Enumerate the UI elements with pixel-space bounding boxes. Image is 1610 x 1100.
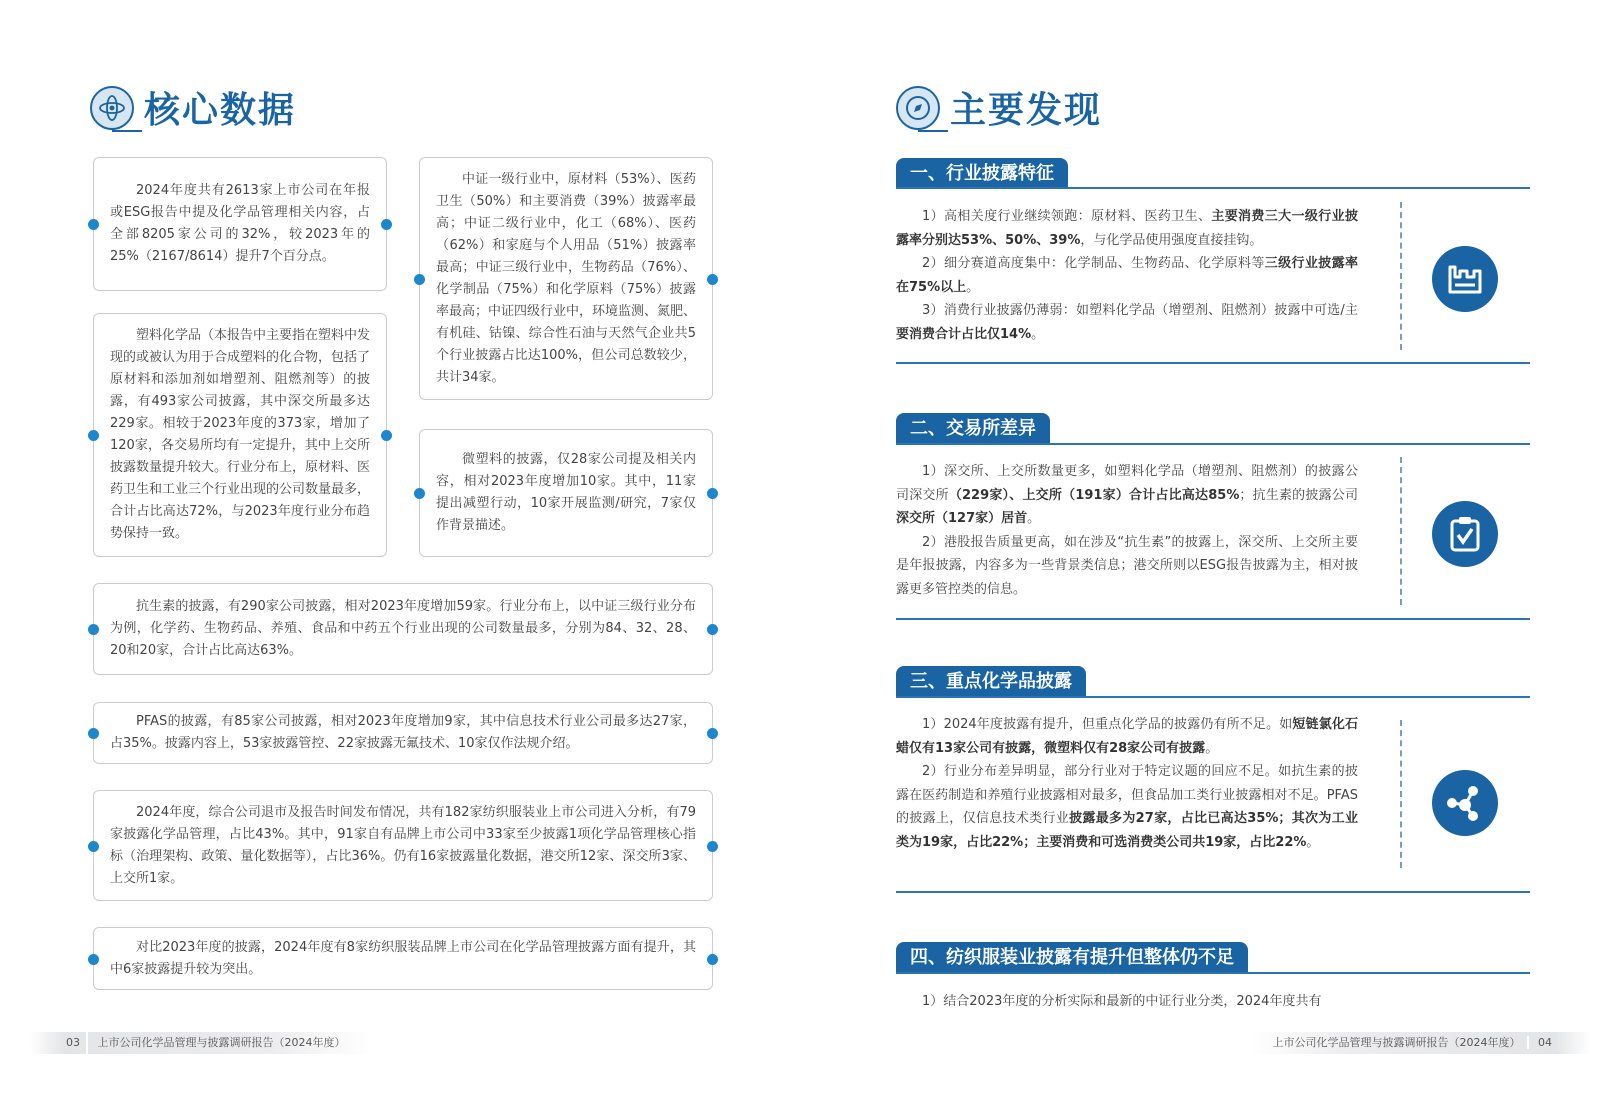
highlight-text: 短链氯化石蜡仅有13家公司有披露，微塑料仅有28家公司有披露 (896, 717, 1358, 756)
divider (896, 362, 1530, 364)
connector-dot (88, 841, 99, 852)
body-text: 。 (1306, 834, 1320, 850)
connector-dot (707, 488, 718, 499)
connector-dot (88, 954, 99, 965)
finding-paragraph (896, 990, 1358, 1014)
body-text: 1）结合2023年度的分析实际和最新的中证行业分类，2024年度共有 (922, 994, 1322, 1009)
connector-dot (707, 624, 718, 635)
divider (896, 618, 1530, 620)
data-card (93, 927, 713, 990)
connector-dot (88, 219, 99, 230)
data-card (419, 157, 713, 400)
data-card (93, 583, 713, 675)
card-text: 抗生素的披露，有290家公司披露，相对2023年度增加59家。行业分布上，以中证三级行业分布为例，化学药、生物药品、养殖、食品和中药五个行业出现的公司数量最多，分别为84、32、28、20和20家，合计占比高达63%。 (110, 599, 696, 658)
connector-dot (707, 954, 718, 965)
body-text: 1）高相关度行业继续领跑：原材料、医药卫生、 (922, 209, 1212, 224)
body-text: ，与化学品使用强度直接挂钩。 (1080, 232, 1263, 248)
connector-dot (414, 488, 425, 499)
section-body (896, 713, 1358, 854)
connector-dot (707, 728, 718, 739)
data-card (93, 702, 713, 764)
clipboard-check-icon (1432, 501, 1498, 567)
divider (896, 972, 1530, 974)
divider (896, 187, 1530, 189)
section-title: 主要发现 (950, 90, 1103, 131)
footer-right (1250, 1032, 1590, 1054)
highlight-text: 要消费合计占比仅14% (896, 326, 1032, 342)
section-body (896, 990, 1358, 1014)
finding-paragraph (896, 531, 1358, 602)
card-text: 2024年度，综合公司退市及报告时间发布情况，共有182家纺织服装业上市公司进入分析，有79家披露化学品管理，占比43%。其中，91家自有品牌上市公司中33家至少披露1项化学品管理核心指标（治理架构、政策、量化数据等），占比36%。仍有16家披露量化数据，港交所12家、深交所3家、上交所1家。 (110, 804, 696, 886)
connector-dot (414, 274, 425, 285)
connector-dot (381, 430, 392, 441)
section-tab: 三、重点化学品披露 (896, 666, 1086, 697)
body-text: 2）港股报告质量更高，如在涉及“抗生素”的披露上，深交所、上交所主要是年报披露，内容多为一些背景类信息；港交所则以ESG报告披露为主，相对披露更多管控类的信息。 (896, 534, 1358, 597)
card-text: 中证一级行业中，原材料（53%）、医药卫生（50%）和主要消费（39%）披露率最高；中证二级行业中，化工（68%）、医药（62%）和家庭与个人用品（51%）披露率最高；中证三级行业中，生物药品（76%）、化学制品（75%）和化学原料（75%）披露率最高；中证四级行业中，环境监测、氮肥、有机硅、钴镍、综合性石油与天然气企业共5个行业披露占比达100%，但公司总数较少，共计34家。 (436, 171, 697, 385)
connector-dot (381, 219, 392, 230)
connector-dot (707, 274, 718, 285)
body-text: 。 (1031, 326, 1045, 342)
footer-left (30, 1032, 370, 1054)
page-title-right (896, 82, 1102, 133)
card-text: 2024年度共有2613家上市公司在年报或ESG报告中提及化学品管理相关内容，占全部8205家公司的32%，较2023年的25%（2167/8614）提升7个百分点。 (110, 183, 370, 264)
highlight-text: 披露最多为27家，占比已高达35%；其次为工业类为19家，占比22%；主要消费和可选消费类公司共19家，占比22% (896, 811, 1358, 850)
finding-paragraph (896, 713, 1358, 760)
body-text: 。 (1027, 511, 1041, 526)
body-text: 。 (1205, 740, 1219, 756)
section-title: 核心数据 (144, 90, 297, 131)
body-text: 3）消费行业披露仍薄弱：如塑料化学品（增塑剂、阻燃剂）披露中可选/主 (922, 303, 1358, 318)
connector-dot (88, 728, 99, 739)
data-card (93, 790, 713, 901)
card-text: 对比2023年度的披露，2024年度有8家纺织服装品牌上市公司在化学品管理披露方面有提升，其中6家披露提升较为突出。 (110, 939, 696, 977)
dashed-divider (1400, 457, 1402, 605)
body-text: 1）深交所、上交所数量更多，如塑料化学品（增塑剂、阻燃剂）的披露公司深交所 (896, 464, 1358, 503)
data-card (93, 157, 387, 291)
connector-dot (707, 841, 718, 852)
finding-paragraph (896, 760, 1358, 854)
dashed-divider (1400, 720, 1402, 868)
body-text: 2）细分赛道高度集中：化学制品、生物药品、化学原料等 (922, 256, 1265, 271)
divider (896, 891, 1530, 893)
connector-dot (88, 430, 99, 441)
section-tab: 一、行业披露特征 (896, 158, 1068, 189)
page-title-left (90, 82, 296, 133)
highlight-text: 主要消费三大一级行业披露率分别达53%、50%、39% (896, 209, 1358, 248)
molecule-icon (1432, 770, 1498, 836)
atom-icon (90, 86, 134, 130)
factory-icon (1432, 246, 1498, 312)
finding-paragraph (896, 252, 1358, 299)
section-tab: 四、纺织服装业披露有提升但整体仍不足 (896, 942, 1248, 973)
page-number: 03 (30, 1032, 88, 1054)
section-body (896, 460, 1358, 601)
highlight-text: 深交所（127家）居首 (896, 511, 1028, 526)
footer-title: 上市公司化学品管理与披露调研报告（2024年度） (1273, 1036, 1529, 1049)
dashed-divider (1400, 202, 1402, 350)
highlight-text: （229家）、上交所（191家）合计占比高达85% (948, 487, 1240, 503)
page-number: 04 (1538, 1036, 1552, 1049)
body-text: 1）2024年度披露有提升，但重点化学品的披露仍有所不足。如 (922, 717, 1293, 732)
finding-paragraph (896, 205, 1358, 252)
data-card (419, 429, 713, 557)
finding-paragraph (896, 299, 1358, 346)
highlight-text: 三级行业披露率在75%以上 (896, 256, 1358, 295)
card-text: PFAS的披露，有85家公司披露，相对2023年度增加9家，其中信息技术行业公司最多达27家，占35%。披露内容上，53家披露管控、22家披露无氟技术、10家仅作法规介绍。 (110, 714, 696, 751)
section-tab: 二、交易所差异 (896, 413, 1050, 444)
body-text: ；抗生素的披露公司 (1239, 487, 1358, 503)
connector-dot (88, 624, 99, 635)
data-card (93, 313, 387, 557)
divider (896, 443, 1530, 445)
footer-title: 上市公司化学品管理与披露调研报告（2024年度） (97, 1036, 346, 1049)
body-text: 。 (966, 279, 980, 295)
card-text: 微塑料的披露，仅28家公司提及相关内容，相对2023年度增加10家。其中，11家提出减塑行动，10家开展监测/研究，7家仅作背景描述。 (436, 452, 696, 533)
compass-icon (896, 86, 940, 130)
card-text: 塑料化学品（本报告中主要指在塑料中发现的或被认为用于合成塑料的化合物，包括了原材料和添加剂如增塑剂、阻燃剂等）的披露，有493家公司披露，其中深交所最多达229家。相较于2023年度的373家，增加了120家，各交易所均有一定提升，其中上交所披露数量提升较大。行业分布上，原材料、医药卫生和工业三个行业出现的公司数量最多，合计占比高达72%，与2023年度行业分布趋势保持一致。 (110, 328, 371, 541)
section-body (896, 205, 1358, 346)
divider (896, 696, 1530, 698)
finding-paragraph (896, 460, 1358, 531)
body-text: 2）行业分布差异明显，部分行业对于特定议题的回应不足。如抗生素的披露在医药制造和养殖行业披露相对最多，但食品加工类行业披露相对不足。PFAS的披露上，仅信息技术类行业 (896, 764, 1358, 826)
